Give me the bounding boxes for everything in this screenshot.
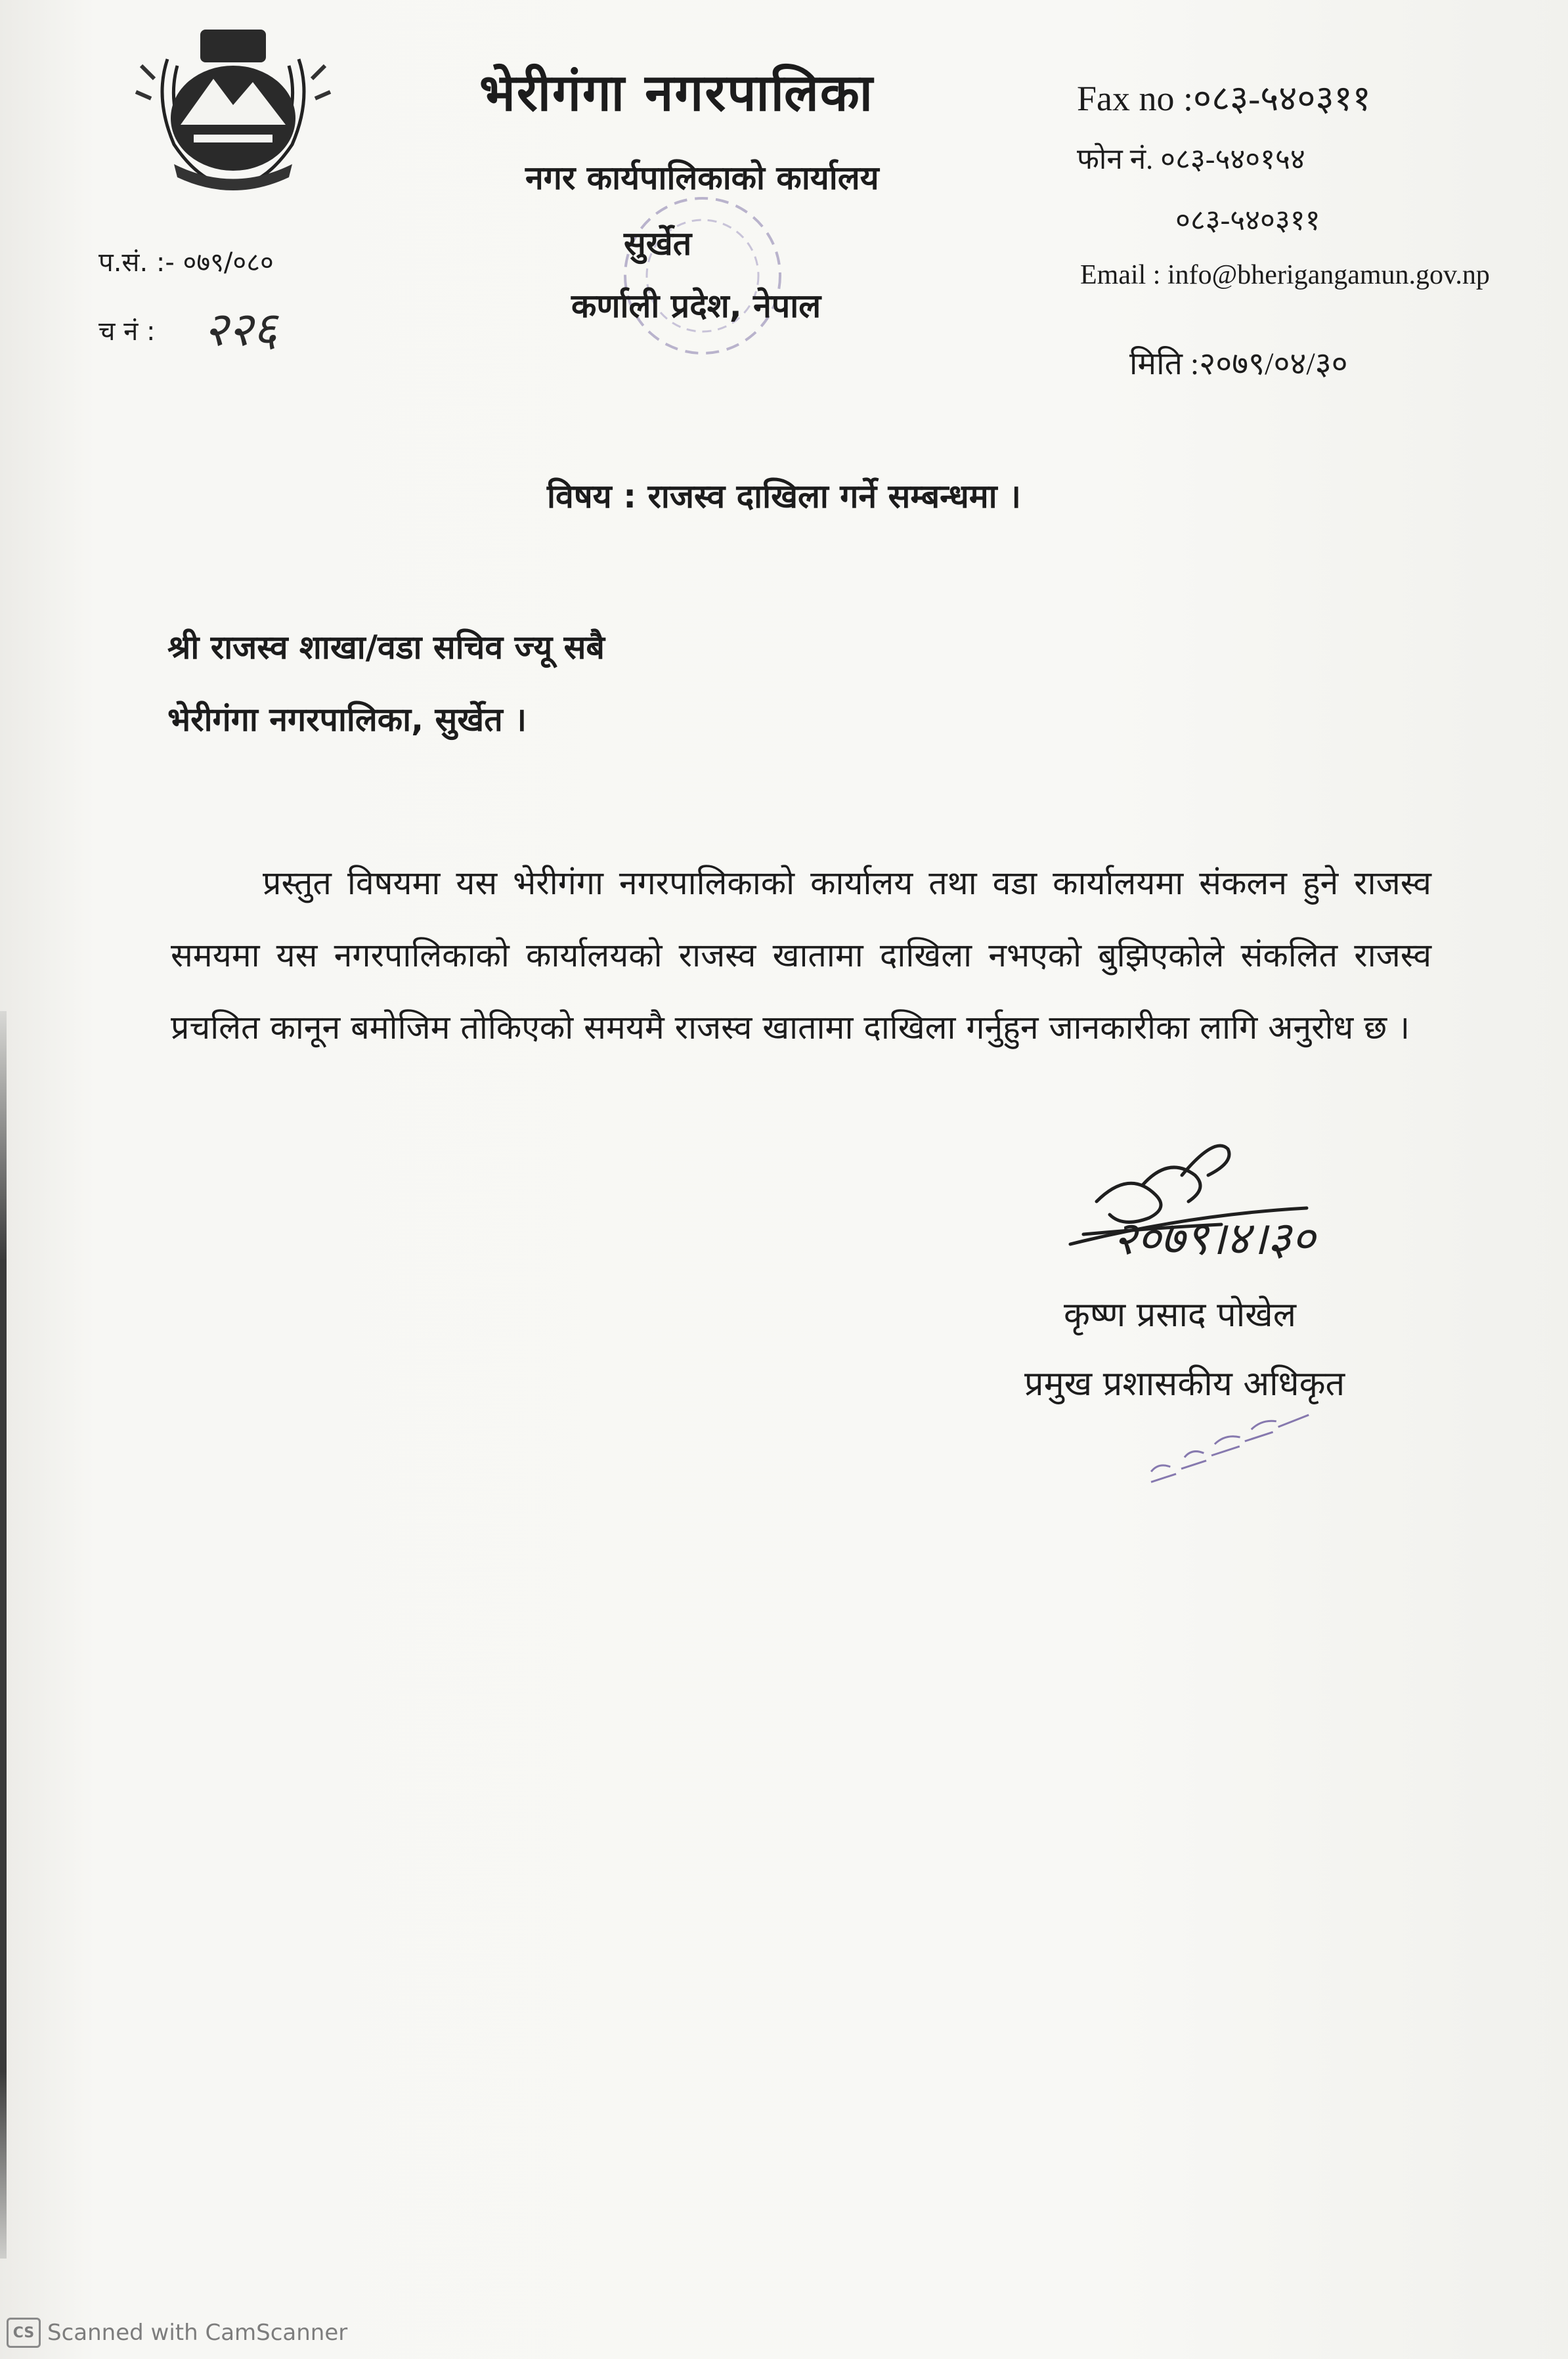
dispatch-number-label: च नं : (98, 316, 156, 347)
addressee-line-1: श्री राजस्व शाखा/वडा सचिव ज्यू सबै (167, 628, 605, 666)
office-city: सुर्खेत (624, 225, 692, 263)
office-name: नगर कार्यपालिकाको कार्यालय (525, 159, 879, 197)
camscanner-logo-icon: CS (7, 2318, 41, 2348)
signatory-title: प्रमुख प्रशासकीय अधिकृत (1024, 1364, 1345, 1404)
letter-body: प्रस्तुत विषयमा यस भेरीगंगा नगरपालिकाको कार्यालय तथा वडा कार्यालयमा संकलन हुने राजस्व समयमा यस नगरपालिकाको कार्यालयको राजस्व खातामा दाखिला नभएको बुझिएकोले संकलित राजस्व प्रचलित कानून बमोजिम तोकिएको समयमै राजस्व खातामा दाखिला गर्नुहुन जानकारीका लागि अनुरोध छ । (171, 864, 1431, 1047)
nepal-emblem-logo (128, 20, 338, 197)
office-seal-stamp (617, 190, 788, 361)
org-name: भेरीगंगा नगरपालिका (479, 64, 874, 123)
scan-edge-shadow (0, 1011, 7, 2259)
email-address: Email : info@bherigangamun.gov.np (1080, 260, 1490, 290)
fax-number: Fax no :०८३-५४०३११ (1077, 79, 1371, 118)
letter-date: मिति :२०७९/०४/३० (1129, 347, 1348, 381)
signatory-name: कृष्ण प्रसाद पोखेल (1064, 1295, 1296, 1335)
designation-stamp (1129, 1392, 1339, 1490)
signature-date: २०७९।४।३० (1113, 1211, 1315, 1265)
handwritten-signature (1057, 1129, 1385, 1280)
phone-number-1: फोन नं. ०८३-५४०१५४ (1077, 143, 1305, 175)
phone-number-2: ०८३-५४०३११ (1175, 204, 1320, 236)
camscanner-footer (7, 2318, 347, 2348)
addressee-line-2: भेरीगंगा नगरपालिका, सुर्खेत । (167, 701, 527, 739)
reference-number: प.सं. :- ०७९/०८० (98, 248, 274, 278)
office-province: कर्णाली प्रदेश, नेपाल (571, 287, 821, 325)
dispatch-number-value: २२६ (204, 301, 278, 357)
camscanner-footer-text: Scanned with CamScanner (47, 2320, 348, 2346)
letter-subject: विषय : राजस्व दाखिला गर्ने सम्बन्धमा । (547, 477, 1021, 515)
